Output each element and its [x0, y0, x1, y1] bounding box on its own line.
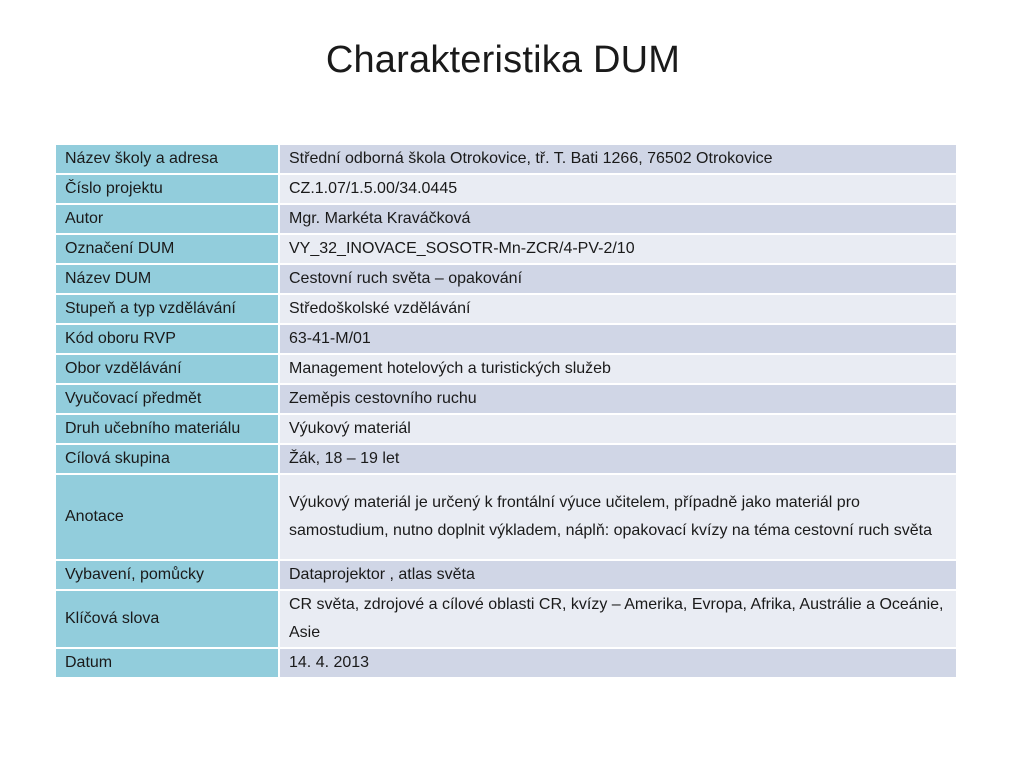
row-value: Žák, 18 – 19 let	[279, 444, 957, 474]
table-row-dum-code	[55, 234, 957, 264]
row-label: Vyučovací předmět	[55, 384, 279, 414]
table-row-subject	[55, 384, 957, 414]
row-value: VY_32_INOVACE_SOSOTR-Mn-ZCR/4-PV-2/10	[279, 234, 957, 264]
table-row-equipment	[55, 560, 957, 590]
row-label: Vybavení, pomůcky	[55, 560, 279, 590]
row-value: Dataprojektor , atlas světa	[279, 560, 957, 590]
row-label: Autor	[55, 204, 279, 234]
row-label: Označení DUM	[55, 234, 279, 264]
row-label: Obor vzdělávání	[55, 354, 279, 384]
row-value: CR světa, zdrojové a cílové oblasti CR, kvízy – Amerika, Evropa, Afrika, Austrálie a Oceánie, Asie	[279, 590, 957, 648]
row-label: Datum	[55, 648, 279, 678]
row-value: Zeměpis cestovního ruchu	[279, 384, 957, 414]
row-value: CZ.1.07/1.5.00/34.0445	[279, 174, 957, 204]
row-value: Střední odborná škola Otrokovice, tř. T. Bati 1266, 76502 Otrokovice	[279, 144, 957, 174]
table-row-date	[55, 648, 957, 678]
row-label: Klíčová slova	[55, 590, 279, 648]
row-value: Cestovní ruch světa – opakování	[279, 264, 957, 294]
row-label: Anotace	[55, 474, 279, 560]
table-row-rvp-code	[55, 324, 957, 354]
row-value: 63-41-M/01	[279, 324, 957, 354]
table-row-material-type	[55, 414, 957, 444]
row-value: Management hotelových a turistických služeb	[279, 354, 957, 384]
row-label: Stupeň a typ vzdělávání	[55, 294, 279, 324]
row-label: Kód oboru RVP	[55, 324, 279, 354]
row-label: Název DUM	[55, 264, 279, 294]
row-label: Cílová skupina	[55, 444, 279, 474]
table-row-dum-name	[55, 264, 957, 294]
row-value: Výukový materiál	[279, 414, 957, 444]
row-value: Středoškolské vzdělávání	[279, 294, 957, 324]
row-label: Číslo projektu	[55, 174, 279, 204]
row-value: Výukový materiál je určený k frontální výuce učitelem, případně jako materiál pro samostudium, nutno doplnit výkladem, náplň: opakovací kvízy na téma cestovní ruch světa	[279, 474, 957, 560]
row-label: Druh učebního materiálu	[55, 414, 279, 444]
table-row-target-group	[55, 444, 957, 474]
table-row-project	[55, 174, 957, 204]
table-row-school	[55, 144, 957, 174]
table-row-author	[55, 204, 957, 234]
table-row-annotation	[55, 474, 957, 560]
characteristics-table	[54, 143, 958, 679]
row-value: 14. 4. 2013	[279, 648, 957, 678]
table-row-education-level	[55, 294, 957, 324]
row-label: Název školy a adresa	[55, 144, 279, 174]
slide-title: Charakteristika DUM	[325, 39, 681, 81]
row-value: Mgr. Markéta Kraváčková	[279, 204, 957, 234]
table-row-keywords	[55, 590, 957, 648]
table-row-field	[55, 354, 957, 384]
